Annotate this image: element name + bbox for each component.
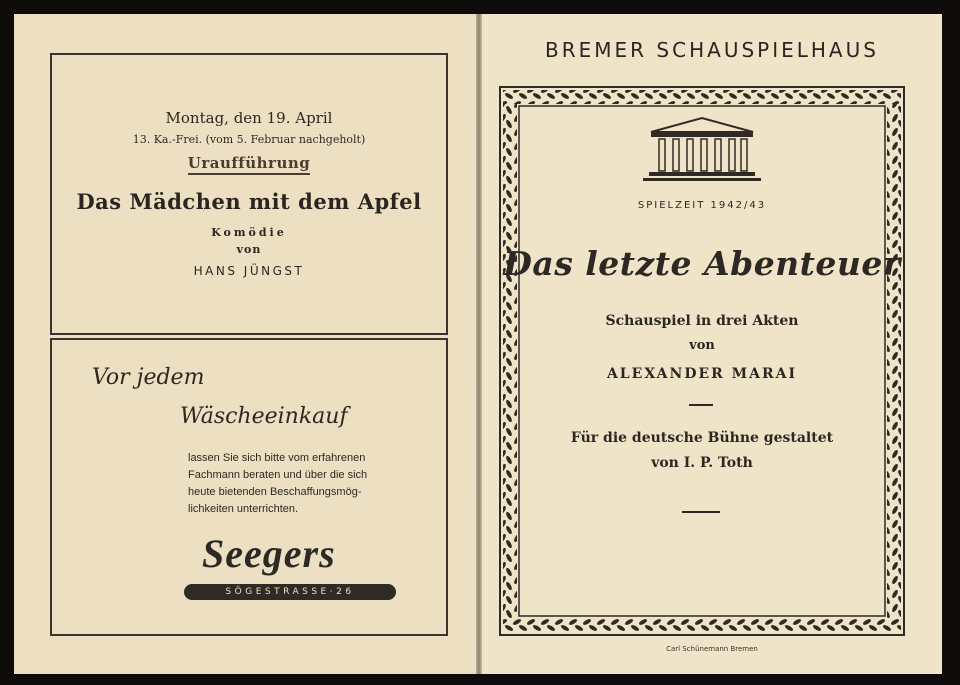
ad-body bbox=[188, 450, 403, 518]
theatre-building-icon bbox=[643, 118, 761, 181]
premiere-author: HANS JÜNGST bbox=[193, 264, 305, 278]
divider-long bbox=[682, 511, 720, 513]
ad-brand-logo: Seegers bbox=[202, 531, 336, 576]
frame-inner-line bbox=[519, 106, 885, 616]
premiere-by: von bbox=[236, 243, 262, 256]
divider-short bbox=[689, 404, 713, 406]
ad-body-line: Fachmann beraten und über die sich bbox=[188, 469, 368, 481]
frame-top-garland bbox=[503, 90, 901, 104]
performance-date: Montag, den 19. April bbox=[165, 109, 333, 127]
premiere-label: Uraufführung bbox=[188, 154, 311, 175]
laurel-frame bbox=[499, 86, 905, 636]
frame-bottom-garland bbox=[503, 618, 901, 632]
premiere-genre: Komödie bbox=[211, 226, 287, 239]
ad-body-line: lichkeiten unterrichten. bbox=[188, 503, 299, 515]
printer-credit: Carl Schünemann Bremen bbox=[666, 645, 758, 653]
premiere-notice-box bbox=[50, 53, 448, 335]
adaptation-line-2: von I. P. Toth bbox=[651, 455, 753, 471]
frame-left-garland bbox=[503, 104, 517, 618]
ad-body-line: heute bietenden Beschaffungsmög- bbox=[188, 486, 362, 498]
theatre-name: BREMER SCHAUSPIELHAUS bbox=[545, 38, 879, 62]
makeup-note: 13. Ka.-Frei. (vom 5. Februar nachgeholt) bbox=[132, 133, 366, 146]
advertisement-box bbox=[50, 338, 448, 636]
ad-street-address: SÖGESTRASSE·26 bbox=[184, 584, 396, 600]
play-title: Das letzte Abenteuer bbox=[503, 244, 901, 283]
premiere-play-title: Das Mädchen mit dem Apfel bbox=[76, 189, 422, 214]
season-label: SPIELZEIT 1942/43 bbox=[637, 200, 767, 211]
play-subtitle: Schauspiel in drei Akten bbox=[605, 313, 799, 329]
ad-headline-1: Vor jedem bbox=[92, 365, 205, 390]
ad-body-line: lassen Sie sich bitte vom erfahrenen bbox=[188, 452, 366, 464]
frame-right-garland bbox=[887, 104, 901, 618]
by-word: von bbox=[689, 338, 715, 353]
adaptation-line-1: Für die deutsche Bühne gestaltet bbox=[570, 430, 834, 446]
ad-headline-2: Wäscheeinkauf bbox=[180, 404, 348, 429]
playwright-name: ALEXANDER MARAI bbox=[606, 366, 798, 382]
frame-outer-line bbox=[500, 87, 904, 635]
